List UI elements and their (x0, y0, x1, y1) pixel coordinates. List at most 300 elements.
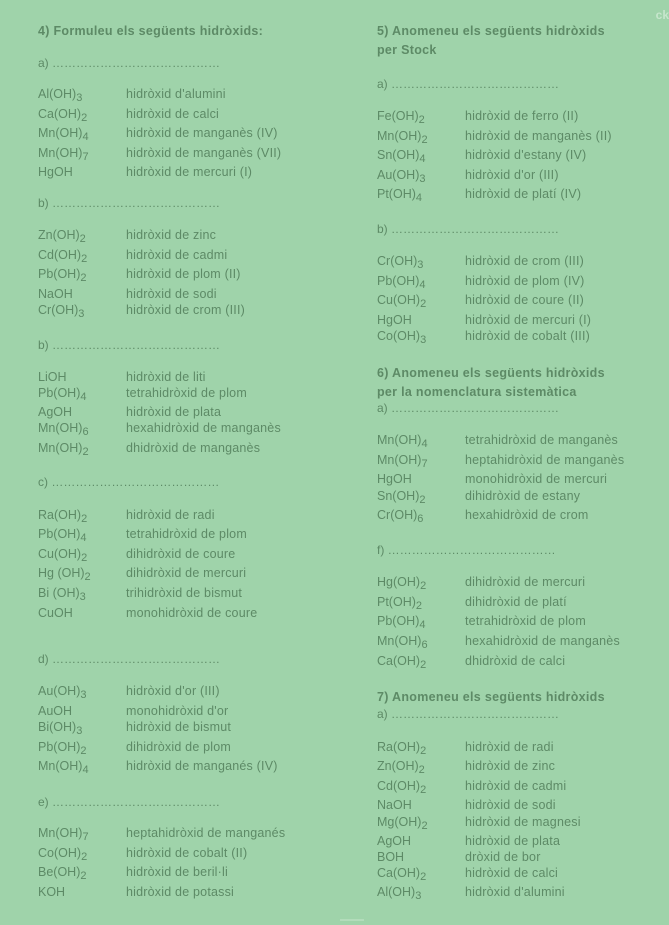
formula (377, 128, 465, 144)
compound-name: hidròxid de crom (III) (126, 303, 246, 317)
formula-base: Mn(OH) (38, 759, 83, 773)
formula-subscript: 3 (78, 308, 85, 320)
formula-base: Cr(OH) (377, 254, 418, 268)
formula-row (377, 778, 566, 794)
formula (38, 125, 126, 141)
formula-row (377, 471, 607, 487)
formula-row (377, 253, 584, 269)
formula-row (377, 865, 558, 881)
formula-base: Mn(OH) (377, 634, 422, 648)
compound-name: hidròxid de liti (126, 370, 206, 384)
group-label: e) …………………………………… (38, 795, 221, 809)
formula (377, 312, 465, 328)
group-label: b) …………………………………… (38, 196, 221, 210)
formula-subscript: 4 (80, 391, 87, 403)
compound-name: hidròxid de manganès (II) (465, 129, 612, 143)
formula-base: Pb(OH) (38, 267, 81, 281)
compound-name: dihidròxid de estany (465, 489, 581, 503)
formula (377, 432, 465, 448)
formula-row (377, 758, 555, 774)
formula-subscript: 2 (420, 871, 427, 883)
formula-base: BOH (377, 850, 405, 864)
exercise-title: per la nomenclatura sistemàtica (377, 385, 577, 399)
formula-subscript: 4 (415, 192, 423, 204)
formula-subscript: 2 (415, 600, 423, 612)
group-label: c) …………………………………… (38, 475, 220, 489)
formula-subscript: 2 (420, 784, 427, 796)
formula-base: NaOH (377, 798, 412, 812)
compound-name: trihidròxid de bismut (126, 586, 243, 600)
compound-name: tetrahidròxid de manganès (465, 433, 619, 447)
compound-name: hidròxid de sodi (465, 798, 556, 812)
formula-base: HgOH (377, 472, 412, 486)
compound-name: hidròxid de radi (126, 508, 215, 522)
formula-subscript: 3 (79, 591, 86, 603)
formula-base: Au(OH) (377, 168, 420, 182)
formula (38, 440, 126, 456)
compound-name: dhidròxid de calci (465, 654, 566, 668)
formula-row (38, 758, 278, 774)
group-label: a) …………………………………… (377, 401, 560, 415)
exercise-title: 4) Formuleu els següents hidròxids: (38, 24, 264, 38)
formula (38, 420, 126, 436)
compound-name: dròxid de bor (465, 850, 541, 864)
formula-row (377, 108, 578, 124)
formula (38, 605, 126, 621)
formula-subscript: 7 (82, 831, 89, 843)
formula-subscript: 2 (84, 571, 91, 583)
formula-subscript: 2 (81, 513, 88, 525)
formula-row (38, 565, 246, 581)
formula-subscript: 4 (419, 279, 426, 291)
formula-base: CuOH (38, 606, 73, 620)
formula-subscript: 2 (419, 494, 426, 506)
formula-row (38, 125, 278, 141)
formula-base: Co(OH) (377, 329, 421, 343)
formula-row (377, 739, 554, 755)
formula-subscript: 4 (80, 532, 87, 544)
formula (38, 845, 126, 861)
formula-subscript: 2 (420, 580, 427, 592)
formula-base: Mn(OH) (38, 126, 83, 140)
formula-subscript: 6 (421, 639, 428, 651)
formula-base: Cu(OH) (38, 547, 82, 561)
formula (38, 719, 126, 735)
compound-name: hidròxid de potassi (126, 885, 235, 899)
formula (377, 758, 465, 774)
formula (377, 814, 465, 830)
formula-base: Cd(OH) (38, 248, 82, 262)
compound-name: hidròxid de coure (II) (465, 293, 585, 307)
formula-row (377, 312, 591, 328)
formula-base: Bi(OH) (38, 720, 77, 734)
compound-name: monohidròxid d'or (126, 704, 229, 718)
formula-row (377, 292, 584, 308)
formula-base: Mn(OH) (377, 453, 422, 467)
formula-subscript: 2 (80, 272, 87, 284)
formula (38, 703, 126, 719)
formula (38, 585, 126, 601)
formula-base: Pb(OH) (38, 386, 81, 400)
formula-row (38, 825, 285, 841)
formula-base: Pb(OH) (377, 274, 420, 288)
formula-subscript: 4 (419, 153, 426, 165)
compound-name: hidròxid de plom (IV) (465, 274, 585, 288)
formula-subscript: 2 (81, 112, 88, 124)
compound-name: monohidròxid de mercuri (465, 472, 608, 486)
compound-name: hidròxid de manganés (IV) (126, 759, 278, 773)
compound-name: hidròxid de radi (465, 740, 554, 754)
formula-base: Ca(OH) (38, 107, 82, 121)
formula-row (38, 266, 241, 282)
compound-name: hidròxid de cadmi (126, 248, 228, 262)
formula-row (377, 186, 581, 202)
formula-base: Hg(OH) (377, 575, 421, 589)
formula-subscript: 7 (421, 458, 428, 470)
formula (38, 404, 126, 420)
compound-name: hidròxid de bismut (126, 720, 232, 734)
group-label: f) …………………………………… (377, 543, 556, 557)
formula-row (38, 884, 234, 900)
formula-row (377, 273, 585, 289)
formula-row (38, 145, 281, 161)
formula-row (38, 164, 252, 180)
formula (38, 683, 126, 699)
formula (38, 864, 126, 880)
formula-subscript: 2 (80, 870, 87, 882)
formula-subscript: 4 (82, 764, 89, 776)
formula-base: Sn(OH) (377, 148, 420, 162)
formula (377, 633, 465, 649)
formula-subscript: 4 (82, 131, 89, 143)
formula (377, 574, 465, 590)
formula-row (38, 507, 215, 523)
formula-row (377, 633, 620, 649)
formula-base: Ra(OH) (38, 508, 82, 522)
compound-name: hidròxid d'or (III) (126, 684, 220, 698)
formula (377, 849, 465, 865)
formula-base: Pt(OH) (377, 595, 416, 609)
formula (38, 758, 126, 774)
formula-row (38, 369, 206, 385)
formula-row (377, 488, 580, 504)
formula (377, 613, 465, 629)
formula-row (377, 452, 624, 468)
formula (377, 167, 465, 183)
formula-base: Pb(OH) (377, 614, 420, 628)
formula (38, 507, 126, 523)
formula-row (38, 585, 242, 601)
formula-base: KOH (38, 885, 66, 899)
formula (38, 369, 126, 385)
formula-row (377, 147, 586, 163)
compound-name: hidròxid de beril·li (126, 865, 228, 879)
formula-row (38, 227, 216, 243)
formula-row (377, 849, 541, 865)
formula-row (38, 286, 217, 302)
formula-row (38, 739, 231, 755)
compound-name: hidròxid de platí (IV) (465, 187, 582, 201)
formula (377, 186, 465, 202)
compound-name: hidròxid de plata (126, 405, 222, 419)
compound-name: hidròxid de manganès (VII) (126, 146, 282, 160)
compound-name: hidròxid de cobalt (II) (126, 846, 248, 860)
formula-subscript: 3 (415, 890, 422, 902)
group-label: a) …………………………………… (377, 707, 560, 721)
formula (38, 825, 126, 841)
compound-name: dihidròxid de platí (465, 595, 567, 609)
formula (377, 488, 465, 504)
compound-name: hexahidròxid de manganès (465, 634, 620, 648)
formula-base: Mn(OH) (38, 441, 83, 455)
compound-name: monohidròxid de coure (126, 606, 258, 620)
compound-name: tetrahidròxid de plom (465, 614, 586, 628)
compound-name: hidròxid d'or (III) (465, 168, 559, 182)
corner-fragment: ck (655, 8, 669, 22)
formula-base: Mn(OH) (38, 826, 83, 840)
compound-name: hidròxid de plom (II) (126, 267, 241, 281)
formula-row (377, 594, 567, 610)
formula-base: LiOH (38, 370, 67, 384)
compound-name: dihidròxid de mercuri (126, 566, 247, 580)
formula-base: Cr(OH) (377, 508, 418, 522)
compound-name: hidròxid de cadmi (465, 779, 567, 793)
formula-row (38, 703, 228, 719)
formula-row (38, 420, 281, 436)
formula-base: Cu(OH) (377, 293, 421, 307)
formula (38, 546, 126, 562)
formula-row (377, 613, 586, 629)
formula-base: Be(OH) (38, 865, 81, 879)
formula-base: AgOH (377, 834, 412, 848)
formula-subscript: 2 (81, 851, 88, 863)
formula-base: Zn(OH) (38, 228, 80, 242)
formula (377, 833, 465, 849)
formula-row (377, 833, 560, 849)
compound-name: hidròxid de mercuri (I) (126, 165, 253, 179)
formula (38, 385, 126, 401)
compound-name: hidròxid d'estany (IV) (465, 148, 587, 162)
formula (377, 328, 465, 344)
formula-base: Hg (OH) (38, 566, 85, 580)
formula-subscript: 2 (421, 134, 428, 146)
compound-name: hidròxid de magnesi (465, 815, 581, 829)
exercise-title: 5) Anomeneu els següents hidròxids (377, 24, 605, 38)
compound-name: hexahidròxid de crom (465, 508, 589, 522)
formula-subscript: 2 (420, 745, 427, 757)
formula (377, 108, 465, 124)
group-label: b) …………………………………… (38, 338, 221, 352)
formula-base: Mn(OH) (377, 129, 422, 143)
exercise-title: per Stock (377, 43, 437, 57)
formula (377, 507, 465, 523)
formula-base: Mn(OH) (38, 146, 83, 160)
compound-name: heptahidròxid de manganès (465, 453, 625, 467)
formula-row (38, 526, 247, 542)
formula (38, 247, 126, 263)
formula (377, 884, 465, 900)
formula (38, 302, 126, 318)
formula (377, 778, 465, 794)
formula (377, 253, 465, 269)
formula-row (38, 404, 221, 420)
formula-base: Au(OH) (38, 684, 81, 698)
formula-subscript: 2 (420, 298, 427, 310)
formula-row (377, 574, 585, 590)
formula-base: Pt(OH) (377, 187, 416, 201)
formula-row (38, 86, 226, 102)
formula-subscript: 2 (420, 659, 427, 671)
formula (38, 227, 126, 243)
formula (38, 286, 126, 302)
compound-name: hidròxid de crom (III) (465, 254, 585, 268)
formula-row (38, 605, 257, 621)
formula-row (377, 128, 612, 144)
formula (377, 594, 465, 610)
formula-subscript: 2 (81, 552, 88, 564)
formula-subscript: 2 (82, 446, 89, 458)
compound-name: hidròxid de sodi (126, 287, 217, 301)
formula-base: Fe(OH) (377, 109, 419, 123)
formula-base: Zn(OH) (377, 759, 419, 773)
formula-subscript: 2 (421, 820, 428, 832)
formula (38, 526, 126, 542)
formula-row (377, 507, 589, 523)
formula-subscript: 3 (80, 689, 87, 701)
formula (377, 797, 465, 813)
formula-row (377, 884, 565, 900)
compound-name: hexahidròxid de manganès (126, 421, 281, 435)
formula-row (38, 683, 220, 699)
formula (377, 865, 465, 881)
compound-name: hidròxid d'alumini (465, 885, 565, 899)
compound-name: hidròxid de ferro (II) (465, 109, 579, 123)
compound-name: hidròxid de calci (465, 866, 559, 880)
formula (38, 739, 126, 755)
formula-row (38, 719, 231, 735)
formula-subscript: 3 (420, 334, 427, 346)
compound-name: hidròxid d'alumini (126, 87, 226, 101)
formula-subscript: 3 (76, 92, 83, 104)
compound-name: hidròxid de cobalt (III) (465, 329, 590, 343)
formula-row (38, 302, 245, 318)
exercise-title: 6) Anomeneu els següents hidròxids (377, 366, 605, 380)
compound-name: hidròxid de zinc (126, 228, 217, 242)
formula-base: HgOH (377, 313, 412, 327)
formula-base: HgOH (38, 165, 73, 179)
formula-subscript: 2 (418, 764, 425, 776)
formula-subscript: 4 (419, 619, 426, 631)
formula-row (38, 440, 260, 456)
formula-base: Mn(OH) (377, 433, 422, 447)
formula-subscript: 3 (417, 259, 424, 271)
formula-base: Ca(OH) (377, 866, 421, 880)
formula (38, 145, 126, 161)
compound-name: dhidròxid de manganès (126, 441, 261, 455)
formula-subscript: 2 (79, 233, 86, 245)
formula (38, 565, 126, 581)
formula-subscript: 6 (82, 426, 89, 438)
compound-name: hidròxid de calci (126, 107, 220, 121)
formula-row (38, 864, 228, 880)
formula-base: Mn(OH) (38, 421, 83, 435)
exercise-title: 7) Anomeneu els següents hidròxids (377, 690, 605, 704)
formula-base: Bi (OH) (38, 586, 80, 600)
formula-row (38, 106, 219, 122)
formula-base: Cd(OH) (377, 779, 421, 793)
formula-row (38, 385, 247, 401)
formula-base: Al(OH) (38, 87, 77, 101)
formula (38, 164, 126, 180)
compound-name: dihidròxid de mercuri (465, 575, 586, 589)
formula-base: Mg(OH) (377, 815, 422, 829)
group-label: a) …………………………………… (377, 77, 560, 91)
formula (38, 884, 126, 900)
formula-subscript: 2 (418, 114, 425, 126)
formula-base: AgOH (38, 405, 73, 419)
scan-speck (340, 919, 364, 921)
formula-subscript: 2 (81, 253, 88, 265)
formula-row (38, 845, 247, 861)
formula-base: Ca(OH) (377, 654, 421, 668)
formula-row (38, 247, 227, 263)
formula-base: AuOH (38, 704, 73, 718)
formula-subscript: 2 (80, 745, 87, 757)
formula (38, 86, 126, 102)
formula (377, 147, 465, 163)
compound-name: dihidròxid de plom (126, 740, 232, 754)
formula (377, 273, 465, 289)
compound-name: hidròxid de plata (465, 834, 561, 848)
formula (377, 292, 465, 308)
formula-subscript: 3 (419, 173, 426, 185)
formula-base: Pb(OH) (38, 740, 81, 754)
formula (377, 653, 465, 669)
compound-name: tetrahidròxid de plom (126, 527, 247, 541)
formula-base: Pb(OH) (38, 527, 81, 541)
formula-base: Ra(OH) (377, 740, 421, 754)
formula-row (377, 653, 565, 669)
formula-row (377, 814, 581, 830)
formula-row (377, 797, 556, 813)
compound-name: hidròxid de mercuri (I) (465, 313, 592, 327)
formula (377, 471, 465, 487)
formula (377, 739, 465, 755)
formula-row (38, 546, 235, 562)
formula-subscript: 3 (76, 725, 83, 737)
formula (38, 266, 126, 282)
formula (377, 452, 465, 468)
formula-base: Co(OH) (38, 846, 82, 860)
formula-base: Sn(OH) (377, 489, 420, 503)
formula-subscript: 7 (82, 151, 89, 163)
formula (38, 106, 126, 122)
compound-name: hidròxid de manganès (IV) (126, 126, 278, 140)
compound-name: tetrahidròxid de plom (126, 386, 247, 400)
group-label: b) …………………………………… (377, 222, 560, 236)
formula-row (377, 432, 618, 448)
formula-subscript: 4 (421, 438, 428, 450)
formula-base: Cr(OH) (38, 303, 79, 317)
compound-name: hidròxid de zinc (465, 759, 556, 773)
formula-base: NaOH (38, 287, 73, 301)
group-label: d) …………………………………… (38, 652, 221, 666)
compound-name: dihidròxid de coure (126, 547, 236, 561)
formula-row (377, 328, 590, 344)
formula-base: Al(OH) (377, 885, 416, 899)
group-label: a) …………………………………… (38, 56, 221, 70)
formula-row (377, 167, 559, 183)
